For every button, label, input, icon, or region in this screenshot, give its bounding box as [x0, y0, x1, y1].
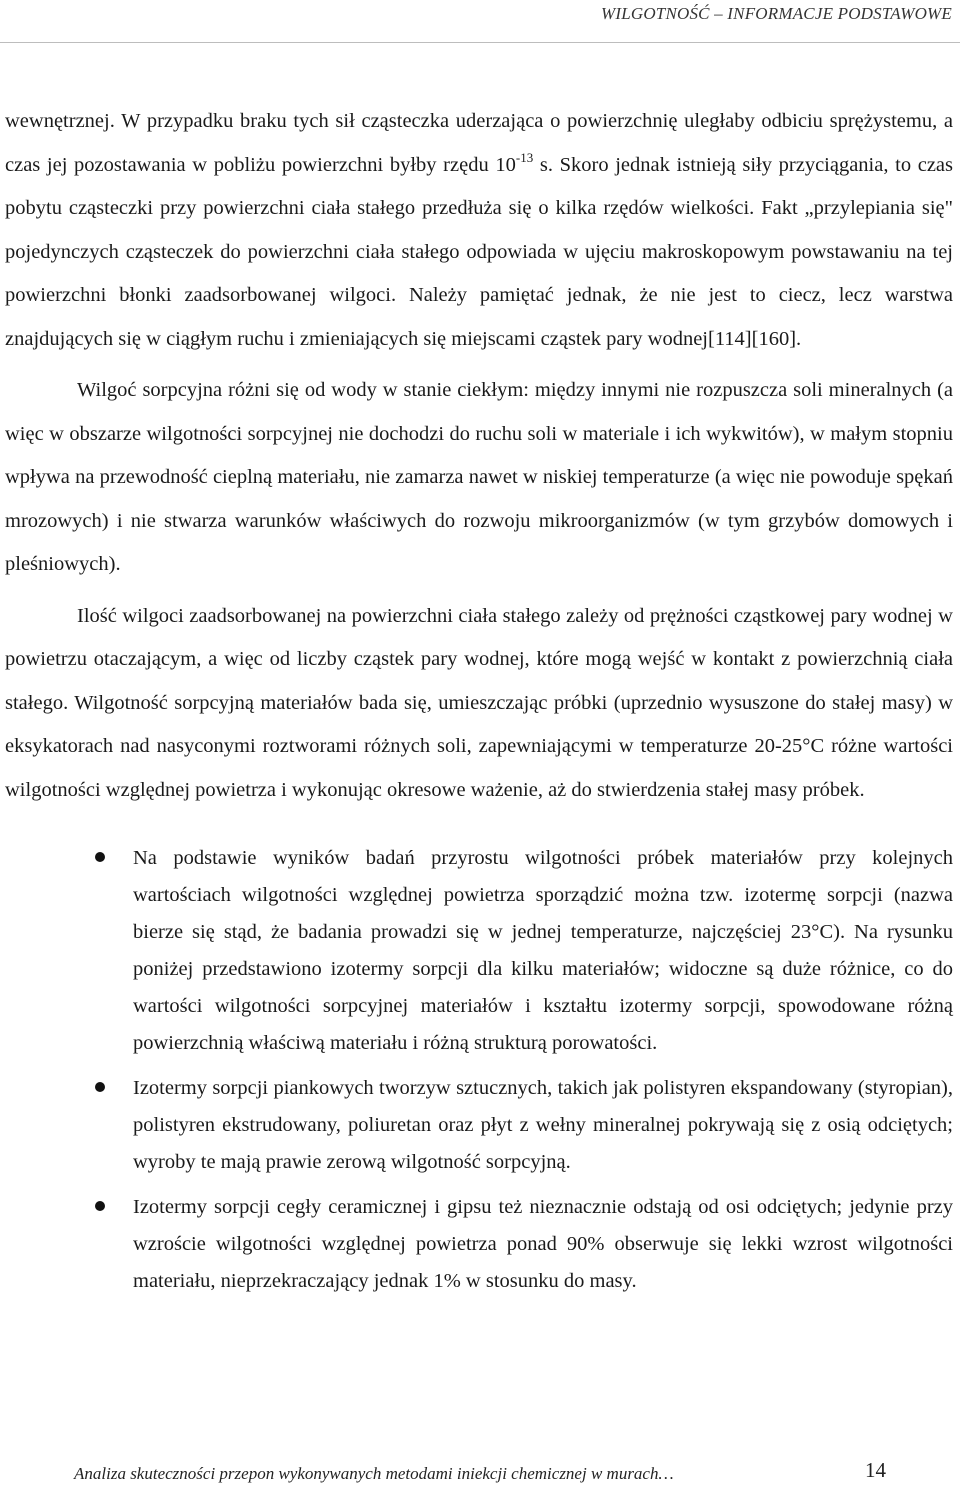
running-header: WILGOTNOŚĆ – INFORMACJE PODSTAWOWE: [600, 4, 952, 23]
list-item-text: Izotermy sorpcji piankowych tworzyw sztucznych, takich jak polistyren ekspandowany (styropian), polistyren ekstrudowany, poliuretan oraz płyt z wełny mineralnej pokrywają się z osią odciętych; wyroby te mają prawie zerową wilgotność sorpcyjną.: [133, 1077, 953, 1173]
list-item: [5, 840, 953, 1062]
paragraph-1-text-a: wewnętrznej. W przypadku braku tych sił cząsteczka uderzająca o powierzchnię uległaby odbiciu sprężystemu, a czas jej pozostawania w pobliżu powierzchni byłby rzędu 10: [5, 110, 953, 176]
bullet-icon: [95, 1082, 105, 1092]
list-item-text: Izotermy sorpcji cegły ceramicznej i gipsu też nieznacznie odstają od osi odciętych; jedynie przy wzroście wilgotności względnej powietrza ponad 90% obserwuje się lekki wzrost wilgotności materiału, nieprzekraczający jednak 1% w stosunku do masy.: [133, 1196, 953, 1292]
exponent: -13: [515, 149, 534, 165]
paragraph-1: [5, 100, 953, 361]
bullet-icon: [95, 852, 105, 862]
list-item: [5, 1070, 953, 1181]
paragraph-3: Ilość wilgoci zaadsorbowanej na powierzchni ciała stałego zależy od prężności cząstkowej pary wodnej w powietrzu otaczającym, a więc od liczby cząstek pary wodnej, które mogą wejść w kontakt z powierzchnią ciała stałego. Wilgotność sorpcyjną materiałów bada się, umieszczając próbki (uprzednio wysuszone do stałej masy) w eksykatorach nad nasyconymi roztworami różnych soli, zapewniającymi w temperaturze 20-25°C różne wartości wilgotności względnej powietrza i wykonując okresowe ważenie, aż do stwierdzenia stałej masy próbek.: [5, 604, 953, 801]
header-divider: [0, 42, 960, 43]
document-body: [5, 100, 953, 1300]
list-item-text: Na podstawie wyników badań przyrostu wilgotności próbek materiałów przy kolejnych wartościach wilgotności względnej powietrza sporządzić można tzw. izotermę sorpcji (nazwa bierze się stąd, że badania prowadzi się w jednej temperaturze, najczęściej 23°C). Na rysunku poniżej przedstawiono izotermy sorpcji dla kilku materiałów; widoczne są duże różnice, co do wartości wilgotności sorpcyjnej materiałów i kształtu izotermy sorpcji, spowodowane różną powierzchnią właściwą materiału i różną strukturą porowatości.: [133, 847, 953, 1054]
page-number: 14: [865, 1458, 886, 1482]
bullet-list: [5, 840, 953, 1300]
list-item: [5, 1189, 953, 1300]
running-footer: Analiza skuteczności przepon wykonywanych metodami iniekcji chemicznej w murach…: [74, 1464, 674, 1483]
paragraph-2: Wilgoć sorpcyjna różni się od wody w stanie ciekłym: między innymi nie rozpuszcza soli mineralnych (a więc w obszarze wilgotności sorpcyjnej nie dochodzi do ruchu soli w materiale i ich wykwitów), w małym stopniu wpływa na przewodność cieplną materiału, nie zamarza nawet w niskiej temperaturze (a więc nie powoduje spękań mrozowych) i nie stwarza warunków właściwych do rozwoju mikroorganizmów (w tym grzybów domowych i pleśniowych).: [5, 379, 953, 575]
paragraph-1-text-b: s. Skoro jednak istnieją siły przyciągania, to czas pobytu cząsteczki przy powierzchni ciała stałego przedłuża się o kilka rzędów wielkości. Fakt „przylepiania się" pojedynczych cząsteczek do powierzchni ciała stałego odpowiada w ujęciu makroskopowym powstawaniu na tej powierzchni błonki zaadsorbowanej wilgoci. Należy pamiętać jednak, że nie jest to ciecz, lecz warstwa znajdujących się w ciągłym ruchu i zmieniających się miejscami cząstek pary wodnej[114][160].: [5, 153, 953, 350]
bullet-icon: [95, 1201, 105, 1211]
